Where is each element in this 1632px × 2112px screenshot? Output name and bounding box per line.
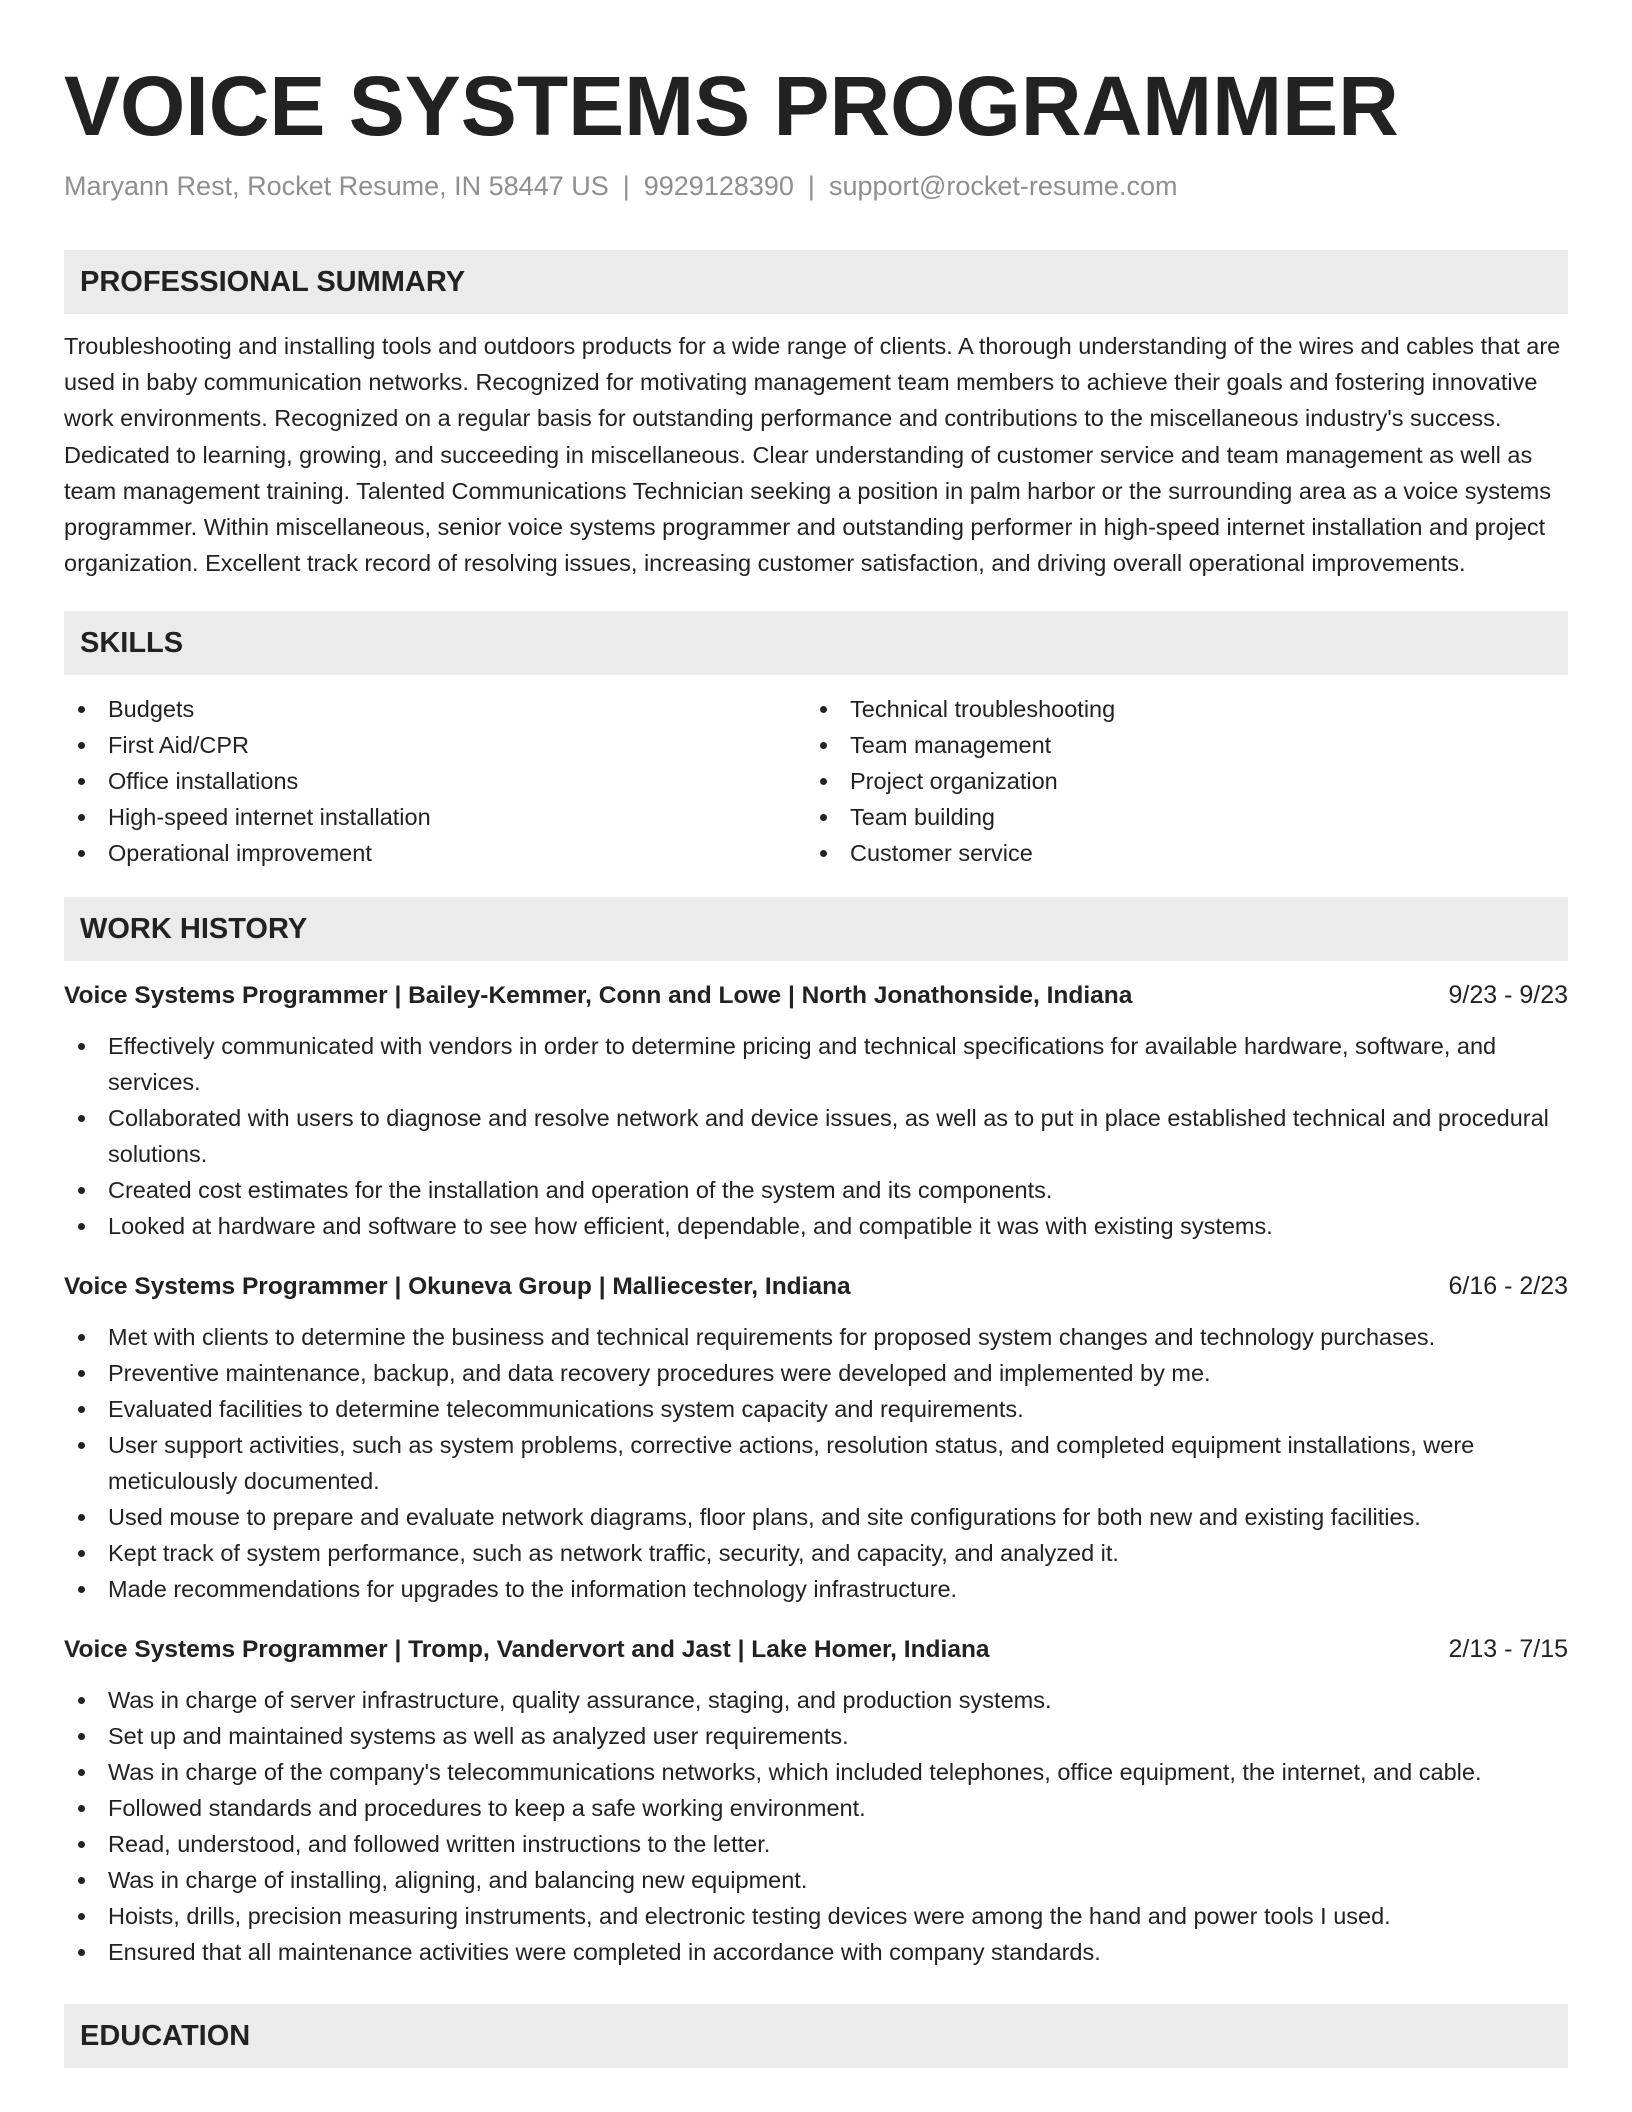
job-dates: 6/16 - 2/23 [1448, 1272, 1568, 1301]
skills-column-right [806, 691, 1548, 871]
job-bullets [64, 1319, 1568, 1607]
job-bullet: Followed standards and procedures to keep a safe working environment. [64, 1790, 1568, 1826]
job-header [64, 1268, 1568, 1305]
contact-phone: 9929128390 [643, 171, 794, 201]
job-bullet: Kept track of system performance, such as network traffic, security, and capacity, and analyzed it. [64, 1535, 1568, 1571]
skill-item: Team management [806, 727, 1548, 763]
job-title: Voice Systems Programmer | Bailey-Kemmer, Conn and Lowe | North Jonathonside, Indiana [64, 982, 1133, 1010]
section-heading-education: EDUCATION [64, 2004, 1568, 2068]
job-bullet: Collaborated with users to diagnose and resolve network and device issues, as well as to put in place established technical and procedural solutions. [64, 1100, 1568, 1172]
job-bullet: Effectively communicated with vendors in order to determine pricing and technical specifications for available hardware, software, and services. [64, 1028, 1568, 1100]
skill-item: Operational improvement [64, 835, 806, 871]
contact-address: Maryann Rest, Rocket Resume, IN 58447 US [64, 171, 609, 201]
job-bullet: Was in charge of server infrastructure, quality assurance, staging, and production systems. [64, 1682, 1568, 1718]
skill-item: High-speed internet installation [64, 799, 806, 835]
job-header [64, 977, 1568, 1014]
job-title: Voice Systems Programmer | Okuneva Group | Malliecester, Indiana [64, 1273, 851, 1301]
job-bullet: User support activities, such as system problems, corrective actions, resolution status, and completed equipment installations, were meticulously documented. [64, 1427, 1568, 1499]
resume-page [64, 0, 1568, 2068]
job-bullets [64, 1682, 1568, 1970]
job-bullet: Evaluated facilities to determine telecommunications system capacity and requirements. [64, 1391, 1568, 1427]
contact-line [64, 168, 1568, 204]
job-header [64, 1631, 1568, 1668]
contact-email: support@rocket-resume.com [828, 171, 1178, 201]
skill-item: Office installations [64, 763, 806, 799]
job-bullet: Used mouse to prepare and evaluate network diagrams, floor plans, and site configurations for both new and existing facilities. [64, 1499, 1568, 1535]
job-bullet: Hoists, drills, precision measuring instruments, and electronic testing devices were among the hand and power tools I used. [64, 1898, 1568, 1934]
job-title: Voice Systems Programmer | Tromp, Vandervort and Jast | Lake Homer, Indiana [64, 1636, 990, 1664]
skill-item: Customer service [806, 835, 1548, 871]
skill-item: Budgets [64, 691, 806, 727]
job-bullet: Was in charge of the company's telecommunications networks, which included telephones, office equipment, the internet, and cable. [64, 1754, 1568, 1790]
skill-item: Team building [806, 799, 1548, 835]
skill-item: Project organization [806, 763, 1548, 799]
section-heading-skills: SKILLS [64, 611, 1568, 675]
skill-item: Technical troubleshooting [806, 691, 1548, 727]
contact-separator: | [807, 171, 815, 201]
job-bullet: Preventive maintenance, backup, and data recovery procedures were developed and implemented by me. [64, 1355, 1568, 1391]
contact-separator: | [622, 171, 630, 201]
job-bullet: Set up and maintained systems as well as analyzed user requirements. [64, 1718, 1568, 1754]
skill-item: First Aid/CPR [64, 727, 806, 763]
job-dates: 2/13 - 7/15 [1448, 1635, 1568, 1664]
job-bullet: Read, understood, and followed written instructions to the letter. [64, 1826, 1568, 1862]
job-bullets [64, 1028, 1568, 1244]
summary-text: Troubleshooting and installing tools and outdoors products for a wide range of clients. A thorough understanding of the wires and cables that are used in baby communication networks. Recognized for motivating management team members to achieve their goals and fostering innovative work environments. Recognized on a regular basis for outstanding performance and contributions to the miscellaneous industry's success. Dedicated to learning, growing, and succeeding in miscellaneous. Clear understanding of customer service and team management as well as team management training. Talented Communications Technician seeking a position in palm harbor or the surrounding area as a voice systems programmer. Within miscellaneous, senior voice systems programmer and outstanding performer in high-speed internet installation and project organization. Excellent track record of resolving issues, increasing customer satisfaction, and driving overall operational improvements. [64, 333, 1561, 577]
skills-grid [64, 691, 1568, 871]
candidate-title: VOICE SYSTEMS PROGRAMMER [64, 59, 1399, 153]
job-bullet: Met with clients to determine the business and technical requirements for proposed system changes and technology purchases. [64, 1319, 1568, 1355]
section-heading-work-history: WORK HISTORY [64, 897, 1568, 961]
job-entry [64, 1631, 1568, 1970]
job-bullet: Ensured that all maintenance activities were completed in accordance with company standards. [64, 1934, 1568, 1970]
job-dates: 9/23 - 9/23 [1448, 981, 1568, 1010]
job-entry [64, 977, 1568, 1244]
job-bullet: Was in charge of installing, aligning, and balancing new equipment. [64, 1862, 1568, 1898]
job-bullet: Looked at hardware and software to see how efficient, dependable, and compatible it was with existing systems. [64, 1208, 1568, 1244]
job-entry [64, 1268, 1568, 1607]
job-bullet: Created cost estimates for the installation and operation of the system and its components. [64, 1172, 1568, 1208]
job-bullet: Made recommendations for upgrades to the information technology infrastructure. [64, 1571, 1568, 1607]
skills-column-left [64, 691, 806, 871]
section-heading-summary: PROFESSIONAL SUMMARY [64, 250, 1568, 314]
